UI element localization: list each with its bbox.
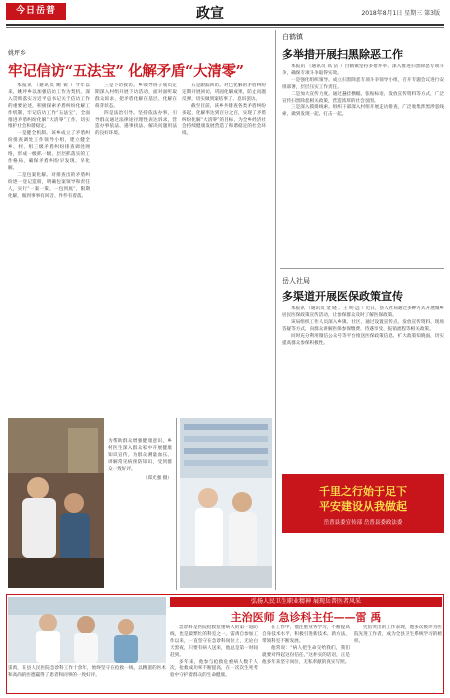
right-top-paragraph: 本报讯 （通讯员 高 洁 ）白鹤镇坚持多措并举，深入推进扫黑除恶专项斗争，确保专项斗争取得实效。 — [282, 64, 444, 76]
lead-kicker: 姚坪乡 — [8, 50, 27, 57]
slogan-sponsor: 岳普县委宣传部 岳普县委政法委 — [323, 520, 403, 526]
doctor-banner: 弘扬人民卫生职业精神 展现岳普医者风采 — [170, 597, 442, 607]
lead-paragraph: 四是法治引导。坚持依法办事，引导群众通过法律途径理性表达诉求，营造办事依法、遇事找法、解决问题用法的良好环境。 — [95, 110, 177, 137]
right-top-paragraph: 三是深入摸排线索。组织干部深入村组开展走访排查，广泛收集涉黑涉恶线索，做到发现一起、打击一起。 — [282, 105, 444, 118]
column-divider — [176, 418, 177, 590]
right-mid-paragraph: 同时充分利用微信公众号等平台推送医保政策信息，扩大政策知晓面，切实提高群众参保积极性。 — [282, 333, 444, 346]
slogan-banner — [282, 474, 444, 533]
doctor-headline: 主治医师 急诊科主任——雷 禹 — [230, 611, 382, 624]
issue-dateline: 2018年8月1日 星期三 第3版 — [361, 10, 440, 17]
right-top-kicker: 白鹤镇 — [282, 33, 303, 41]
right-top-headline: 多举措开展扫黑除恶工作 — [282, 48, 403, 61]
lead-paragraph: 一是健全机制。该乡成立了矛盾纠纷排查调处工作领导小组，建立健全乡、村、组三级矛盾纠纷排查调处网络，形成一级抓一级、层层抓落实的工作格局，确保矛盾纠纷早发现、早化解。 — [8, 131, 90, 171]
masthead-rule — [6, 24, 444, 26]
lead-column-3 — [182, 83, 266, 413]
doctor-photo — [8, 597, 166, 663]
doctor-paragraph: 多年来，他参与抢救危重病人数千人次，抢救成功率不断提高，在一次次生死考验中守护着群众的生命健康。 — [170, 659, 258, 679]
lead-paragraph: 三是下访接访。乡领导班子成员定期深入村组开展下访活动，面对面听取群众诉求，把矛盾化解在基层、化解在萌芽状态。 — [95, 83, 177, 109]
lead-headline: 牢记信访“五法宝” 化解矛盾“大清零” — [8, 63, 244, 80]
doctor-column-3 — [354, 625, 442, 692]
doctor-paragraph: 他常说：“病人把生命交给我们，我们就要对得起这份信任。”这朴实的话语，正是他多年来坚守岗位、无私奉献的真实写照。 — [262, 645, 350, 665]
lead-paragraph: 五是跟踪回访。对已化解的矛盾纠纷定期开展回访，巩固化解成果，防止问题反弹，切实做到案结事了、息诉罢访。 — [182, 83, 266, 102]
photo-credit: （郑光强 摄） — [142, 476, 172, 481]
lead-column-2 — [95, 83, 177, 413]
lead-paragraph: 截至目前，该乡共排查各类矛盾纠纷多起，化解率达到百分之百，实现了矛盾纠纷化解“大清零”的目标，为全乡经济社会持续健康发展营造了和谐稳定的社会环境。 — [182, 103, 266, 137]
page-column-divider — [275, 30, 276, 590]
photo-caption-text: 为帮助群众增强健康意识，乡村医生深入群众家中开展健康知识宣传，为群众测量血压、讲解常见病预防知识，受到群众一致好评。 — [108, 439, 172, 472]
pharmacy-photo — [180, 418, 272, 588]
right-mid-body — [282, 306, 444, 468]
photo-caption — [108, 438, 172, 588]
lead-paragraph: 本报讯 （通讯员 鲍 锐 ）今年以来，姚坪乡以加强信访工作为契机，深入贯彻落实习近平总书记关于信访工作的重要论述，积极探索矛盾纠纷化解工作机制，牢记信访工作“五法宝”，全面推进矛盾纠纷化解“大清零”工作，切实维护社会和谐稳定。 — [8, 83, 90, 130]
doctor-column-1 — [170, 625, 258, 692]
slogan-line-1: 千里之行始于足下 — [319, 485, 407, 498]
doctor-column-2 — [262, 625, 350, 692]
section-title: 政宣 — [196, 6, 224, 22]
right-mid-kicker: 岳人社局 — [282, 277, 310, 285]
right-mid-paragraph: 本报讯 （通讯员 金 晓 、王 明 远 ）近日，县人社局通过多种方式开展城乡居民医保政策宣传活动，让参保群众及时了解医保政策。 — [282, 306, 444, 318]
doctor-paragraph: 在工作中，他注重业务学习，不断提高自身技术水平，积极引进新技术、新方法，带领科室不断发展。 — [262, 625, 350, 644]
masthead-rule-thin — [6, 27, 444, 28]
section-divider — [280, 268, 444, 269]
right-top-paragraph: 二是加大宣传力度。通过悬挂横幅、张贴标语、发放宣传资料等方式，广泛宣传扫黑除恶相关政策，营造浓厚的社会氛围。 — [282, 91, 444, 104]
health-visit-photo — [8, 418, 104, 588]
doctor-photo-caption: 雷禹，在县人民医院急诊科工作十余年，始终坚守在抢救一线，以精湛的医术和高尚的医德赢得了患者和同事的一致好评。 — [8, 666, 166, 678]
newspaper-logo: 今日岳普 — [6, 3, 66, 20]
doctor-paragraph: 凭借突出的工作表现，他多次被评为医院先进工作者，成为全县卫生系统学习的榜样。 — [354, 625, 442, 644]
masthead — [0, 0, 450, 24]
right-mid-headline: 多渠道开展医保政策宣传 — [282, 290, 403, 303]
slogan-line-2: 平安建设从我做起 — [319, 500, 407, 513]
doctor-paragraph: 急诊科是医院抢救危重病人的第一道防线，也是最繁忙的科室之一。雷禹自参加工作以来，一直坚守在急诊科岗位上，无论白天黑夜，只要有病人送来，他总是第一时间赶到。 — [170, 625, 258, 658]
right-top-body — [282, 64, 444, 264]
lead-paragraph: 二是包案化解。对排查出的矛盾纠纷逐一登记造册，明确包案领导和责任人，实行“一案一策、一包到底”，限期化解，做到事事有回音、件件有着落。 — [8, 172, 90, 199]
right-top-paragraph: 一是强化组织领导。成立扫黑除恶专项斗争领导小组，召开专题会议进行安排部署，层层压实工作责任。 — [282, 77, 444, 90]
lead-column-1 — [8, 83, 90, 413]
right-mid-paragraph: 该局组织工作人员深入乡镇、社区，通过设置宣传点、发放宣传资料、现场答疑等方式，向群众讲解医保参保缴费、待遇享受、报销流程等相关政策。 — [282, 319, 444, 332]
